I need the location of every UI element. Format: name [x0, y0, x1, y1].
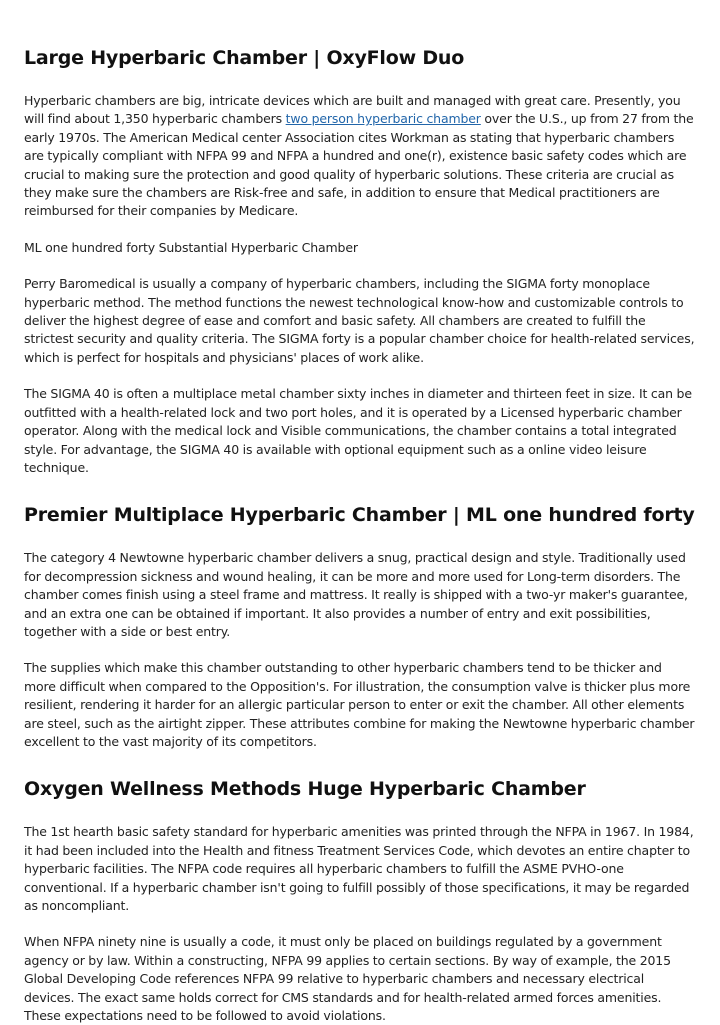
section-heading: Oxygen Wellness Methods Huge Hyperbaric Chamber [24, 778, 586, 801]
paragraph [24, 92, 696, 221]
paragraph: ML one hundred forty Substantial Hyperbaric Chamber [24, 239, 358, 255]
paragraph: When NFPA ninety nine is usually a code, it must only be placed on buildings regulated by a government agency or by law. Within a constructing, NFPA 99 applies to certain sections. By way of example, the 2015 Global Developing Code references NFPA 99 relative to hyperbaric chambers and necessary electrical devices. The exact same holds correct for CMS standards and for health-related armed forces amenities. These expectations need to be followed to avoid violations. [24, 934, 671, 1024]
two-person-chamber-link[interactable]: two person hyperbaric chamber [285, 111, 481, 127]
paragraph: The 1st hearth basic safety standard for hyperbaric amenities was printed through the NFPA in 1967. In 1984, it had been included into the Health and fitness Treatment Services Code, which devotes an entire chapter to hyperbaric facilities. The NFPA code requires all hyperbaric chambers to fulfill the ASME PVHO-one conventional. If a hyperbaric chamber isn't going to fulfill possibly of those specifications, it may be regarded as noncompliant. [24, 824, 694, 913]
paragraph-text: Hyperbaric chambers are big, intricate devices which are built and managed with great care. Presently, you will find about 1,350 hyperbaric chambers [24, 93, 681, 127]
section-oxygen-wellness [24, 777, 696, 1025]
paragraph: The category 4 Newtowne hyperbaric chamber delivers a snug, practical design and style. Traditionally used for decompression sickness and wound healing, it can be more and more used for Long-term disorders. The chamber comes finish using a steel frame and mattress. It really is shipped with a two-yr maker's guarantee, and an extra one can be obtained if important. It also provides a number of entry and exit possibilities, together with a side or best entry. [24, 550, 688, 639]
section-premier-multiplace [24, 503, 696, 751]
section-oxyflow-duo [24, 46, 696, 477]
paragraph: Perry Baromedical is usually a company of hyperbaric chambers, including the SIGMA forty monoplace hyperbaric method. The method functions the newest technological know-how and customizable controls to deliver the highest degree of ease and comfort and basic safety. All chambers are created to fulfill the strictest security and quality criteria. The SIGMA forty is a popular chamber choice for health-related services, which is perfect for hospitals and physicians' places of work alike. [24, 276, 695, 365]
section-heading: Premier Multiplace Hyperbaric Chamber | ML one hundred forty [24, 504, 695, 527]
paragraph: The SIGMA 40 is often a multiplace metal chamber sixty inches in diameter and thirteen feet in size. It can be outfitted with a health-related lock and two port holes, and it is operated by a Licensed hyperbaric chamber operator. Along with the medical lock and Visible communications, the chamber contains a total integrated style. For advantage, the SIGMA 40 is available with optional equipment such as a online video leisure technique. [24, 386, 692, 475]
paragraph: The supplies which make this chamber outstanding to other hyperbaric chambers tend to be thicker and more difficult when compared to the Opposition's. For illustration, the consumption valve is thicker plus more resilient, rendering it harder for an allergic particular person to enter or exit the chamber. All other elements are steel, such as the airtight zipper. These attributes combine for making the Newtowne hyperbaric chamber excellent to the vast majority of its competitors. [24, 660, 695, 749]
paragraph-text: over the U.S., up from 27 from the early 1970s. The American Medical center Association cites Workman as stating that hyperbaric chambers are typically compliant with NFPA 99 and NFPA a hundred and one(r), existence basic safety codes which are crucial to making sure the protection and good quality of hyperbaric solutions. These criteria are crucial as they make sure the chambers are Risk-free and safe, in addition to ensure that Medical practitioners are reimbursed for their companies by Medicare. [24, 111, 694, 219]
page-title: Large Hyperbaric Chamber | OxyFlow Duo [24, 47, 465, 69]
